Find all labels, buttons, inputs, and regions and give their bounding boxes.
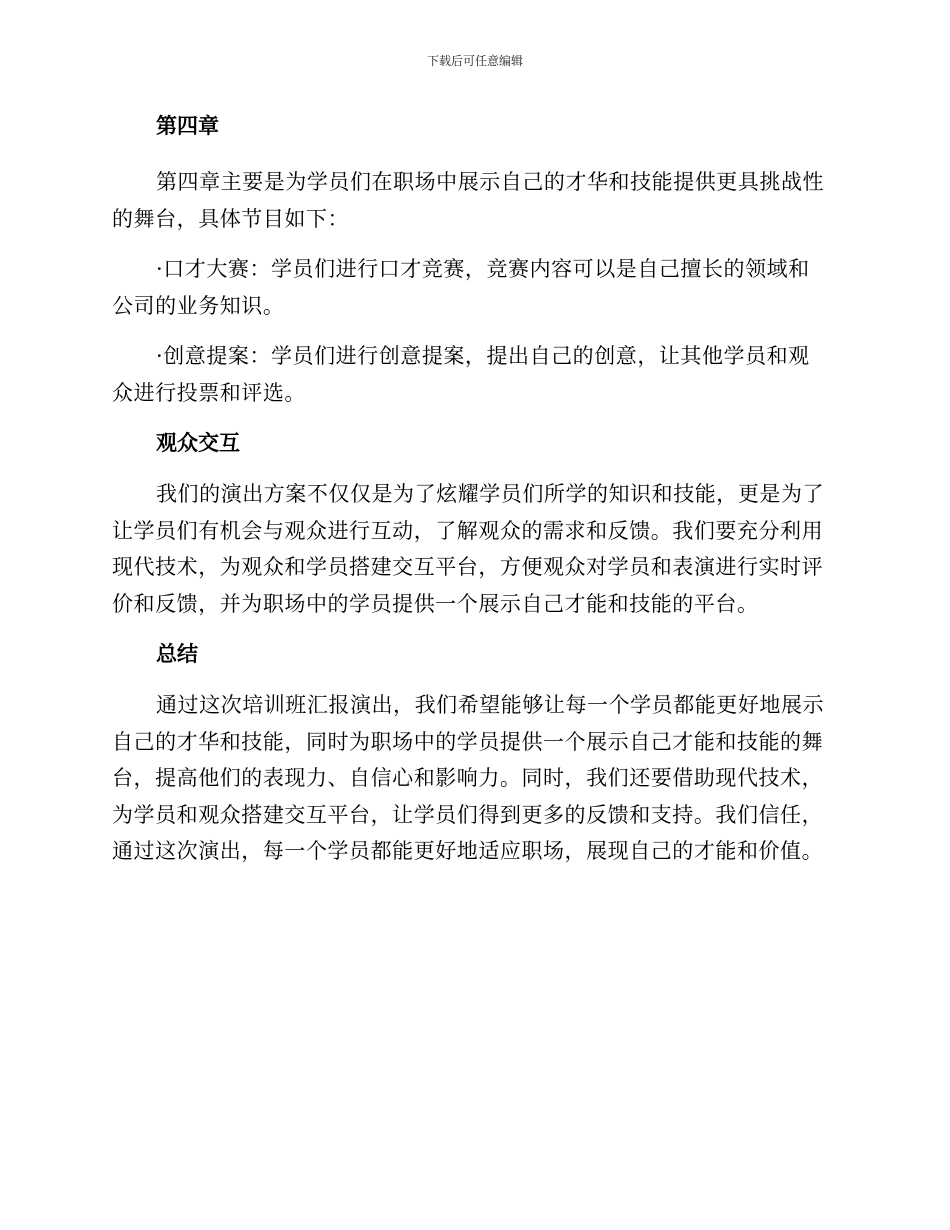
bullet-text: 创意提案：学员们进行创意提案，提出自己的创意，让其他学员和观众进行投票和评选。	[112, 344, 810, 405]
section-heading-summary: 总结	[156, 642, 198, 666]
document-body	[112, 108, 830, 870]
paragraph-text: 第四章主要是为学员们在职场中展示自己的才华和技能提供更具挑战性的舞台，具体节目如下：	[112, 170, 825, 231]
section-heading-chapter-four: 第四章	[156, 114, 219, 138]
bullet-item-creative-proposal	[112, 338, 830, 411]
section-heading-audience-interaction: 观众交互	[156, 431, 240, 455]
paragraph-text: 我们的演出方案不仅仅是为了炫耀学员们所学的知识和技能，更是为了让学员们有机会与观众进行互动，了解观众的需求和反馈。我们要充分利用现代技术，为观众和学员搭建交互平台，方便观众对学员和表演进行实时评价和反馈，并为职场中的学员提供一个展示自己才能和技能的平台。	[112, 482, 825, 616]
paragraph-text: 通过这次培训班汇报演出，我们希望能够让每一个学员都能更好地展示自己的才华和技能，同时为职场中的学员提供一个展示自己才能和技能的舞台，提高他们的表现力、自信心和影响力。同时，我们还要借助现代技术，为学员和观众搭建交互平台，让学员们得到更多的反馈和支持。我们信任，通过这次演出，每一个学员都能更好地适应职场，展现自己的才能和价值。	[112, 693, 825, 863]
paragraph-chapter-intro	[112, 164, 830, 237]
page-header: 下载后可任意编辑	[426, 54, 523, 68]
bullet-text: 口才大赛：学员们进行口才竞赛，竞赛内容可以是自己擅长的领域和公司的业务知识。	[112, 257, 810, 318]
bullet-item-speech-contest	[112, 251, 830, 324]
bullet-dot-icon: ·	[156, 344, 164, 368]
paragraph-summary	[112, 687, 830, 870]
bullet-dot-icon: ·	[156, 257, 164, 281]
paragraph-audience-interaction	[112, 476, 830, 622]
